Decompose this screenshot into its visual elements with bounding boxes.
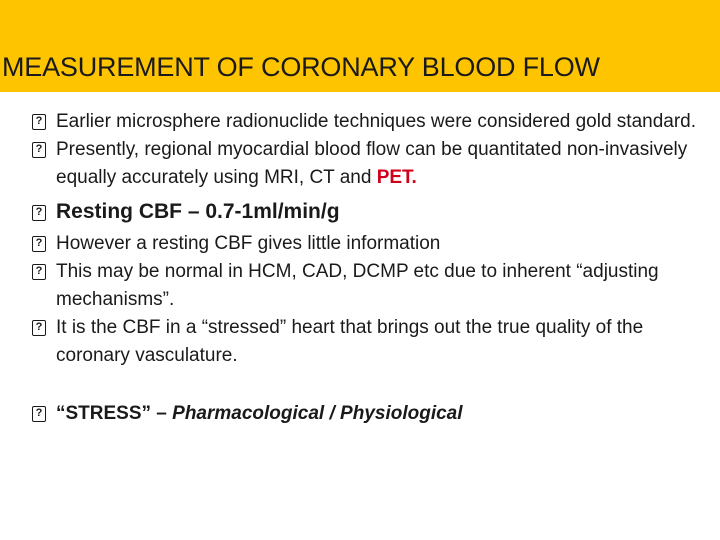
bullet-text: This may be normal in HCM, CAD, DCMP etc due to inherent “adjusting mechanisms”. (56, 261, 659, 310)
spacer (32, 370, 702, 400)
pet-highlight: PET. (376, 167, 417, 188)
bullet-item (32, 136, 702, 192)
bullet-text: Earlier microsphere radionuclide techniques were considered gold standard. (56, 111, 697, 132)
slide-title: MEASUREMENT OF CORONARY BLOOD FLOW (2, 52, 600, 82)
bullet-glyph-icon: ? (32, 406, 46, 422)
bullet-glyph-icon: ? (32, 205, 46, 221)
bullet-item (32, 314, 702, 370)
bullet-glyph-icon: ? (32, 264, 46, 280)
bullet-item (32, 198, 702, 226)
bullet-text: However a resting CBF gives little information (56, 233, 441, 254)
bullet-glyph-icon: ? (32, 142, 46, 158)
bullet-list (32, 108, 702, 428)
bullet-glyph-icon: ? (32, 320, 46, 336)
bullet-item (32, 108, 702, 136)
stress-types: Pharmacological / Physiological (172, 403, 463, 424)
bullet-glyph-icon: ? (32, 114, 46, 130)
bullet-text: Resting CBF – 0.7-1ml/min/g (56, 200, 340, 223)
bullet-item (32, 400, 702, 428)
bullet-text: Presently, regional myocardial blood flow can be quantitated non-invasively equally accurately using MRI, CT and (56, 139, 688, 188)
bullet-text: It is the CBF in a “stressed” heart that brings out the true quality of the coronary vasculature. (56, 317, 644, 366)
bullet-glyph-icon: ? (32, 236, 46, 252)
stress-label: “STRESS” – (56, 403, 173, 424)
bullet-item (32, 258, 702, 314)
bullet-item (32, 230, 702, 258)
